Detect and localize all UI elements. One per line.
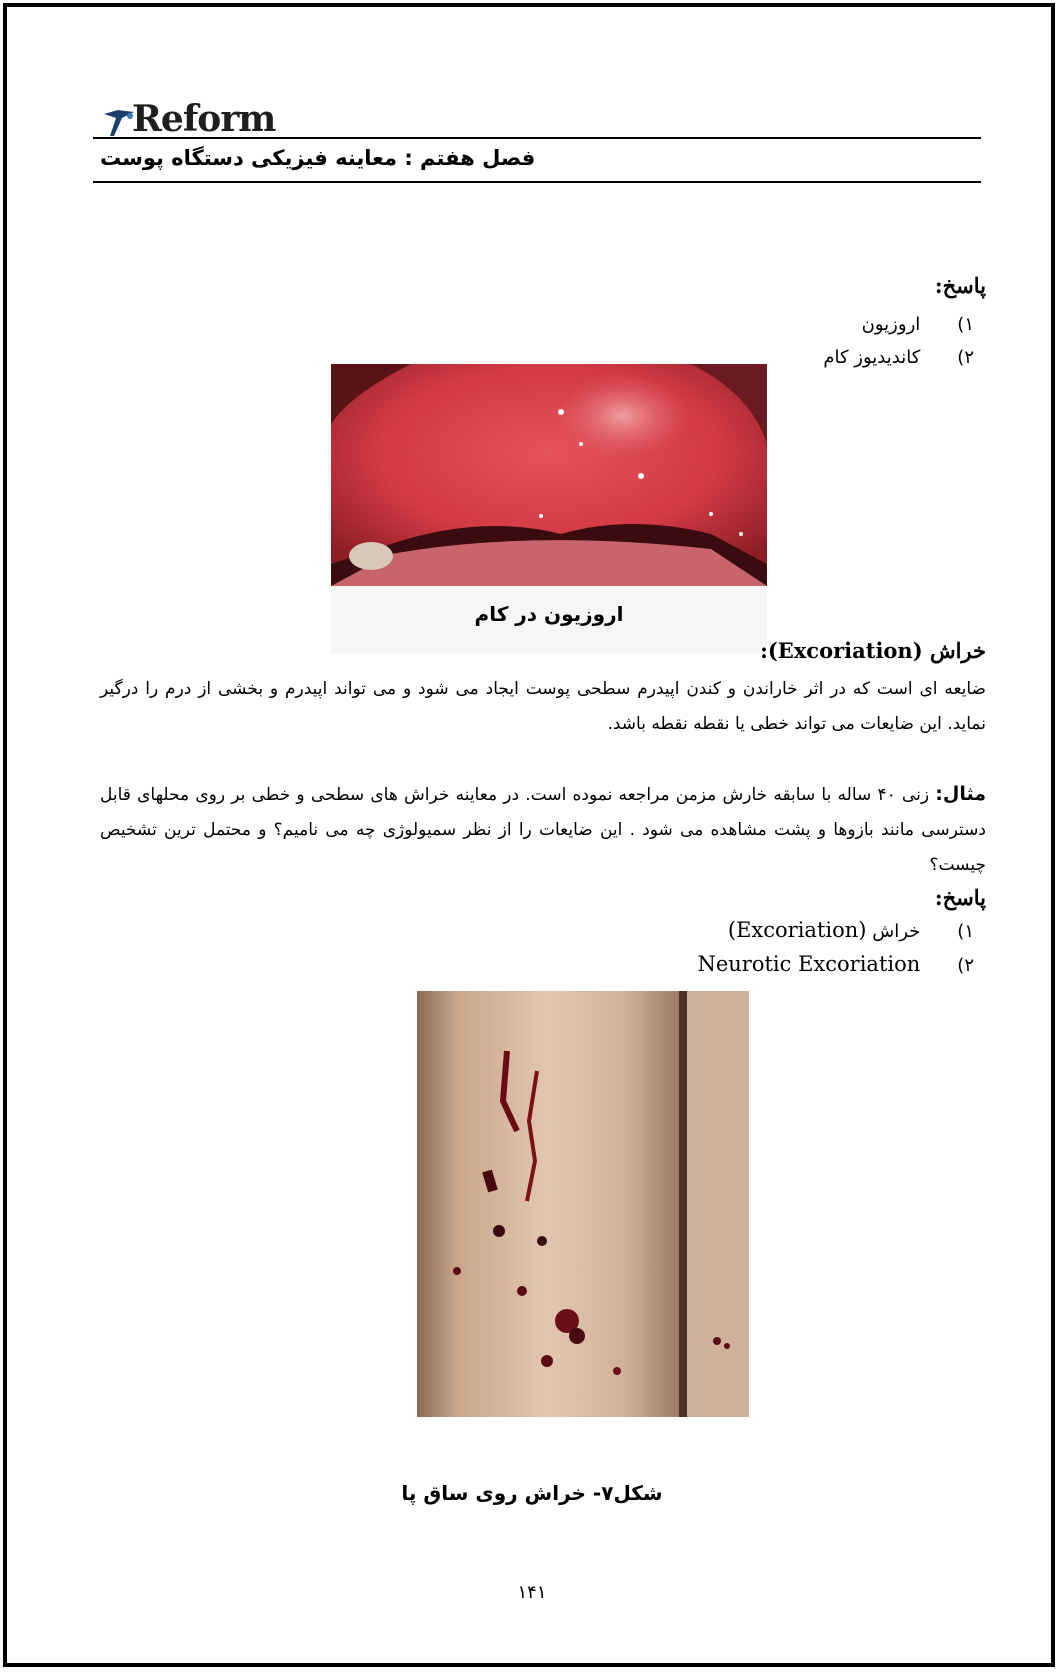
example-text: زنی ۴۰ ساله با سابقه خارش مزمن مراجعه نموده است. در معاینه خراش های سطحی و خطی بر روی محلهای قابل دسترسی مانند بازوها و پشت مشاهده می شود . این ضایعات را از نظر سمیولوژی چه می نامیم؟ و محتمل ترین تشخیص چیست؟ (100, 785, 986, 875)
excoriation-definition: ضایعه ای است که در اثر خاراندن و کندن اپیدرم سطحی پوست ایجاد می شود و می تواند اپیدرم و بخشی از درم را درگیر نماید. این ضایعات می تواند خطی یا نقطه نقطه باشد. (100, 679, 986, 734)
answer-item-1-2 (823, 347, 974, 368)
page-number: ۱۴۱ (517, 1582, 547, 1603)
answer-item-2-2 (697, 952, 974, 976)
example-paragraph (100, 777, 986, 883)
header-rule-top (93, 137, 981, 139)
chapter-title: فصل هفتم : معاینه فیزیکی دستگاه پوست (100, 146, 536, 170)
answer-number: ۲) (957, 955, 974, 976)
example-label: مثال: (935, 783, 986, 805)
excoriation-heading: خراش (Excoriation): (760, 638, 986, 663)
logo-text: Reform (132, 98, 276, 140)
header-rule-bottom (93, 181, 981, 183)
answer-heading-2: پاسخ: (934, 885, 986, 910)
leg-excoriation-photo (417, 991, 749, 1417)
answer-text: خراش (872, 921, 921, 942)
answer-item-2-1 (728, 918, 974, 942)
figure-caption-1: اروزیون در کام (474, 602, 624, 626)
reform-logo (104, 98, 294, 140)
palate-erosion-photo (331, 364, 767, 586)
answer-heading-1: پاسخ: (934, 273, 986, 298)
leg-photo-icon (417, 991, 749, 1417)
answer-number: ۱) (957, 921, 974, 942)
answer-text: کاندیدیوز کام (823, 347, 921, 368)
answer-item-1-1 (862, 314, 974, 335)
answer-number: ۲) (957, 347, 974, 368)
answer-latin: Neurotic Excoriation (697, 952, 921, 976)
answer-number: ۱) (957, 314, 974, 335)
answer-text: اروزیون (861, 314, 921, 335)
mouth-photo-icon (331, 364, 767, 586)
answer-latin: (Excoriation) (727, 918, 867, 942)
figure-caption-2: شکل۷- خراش روی ساق پا (401, 1481, 663, 1505)
